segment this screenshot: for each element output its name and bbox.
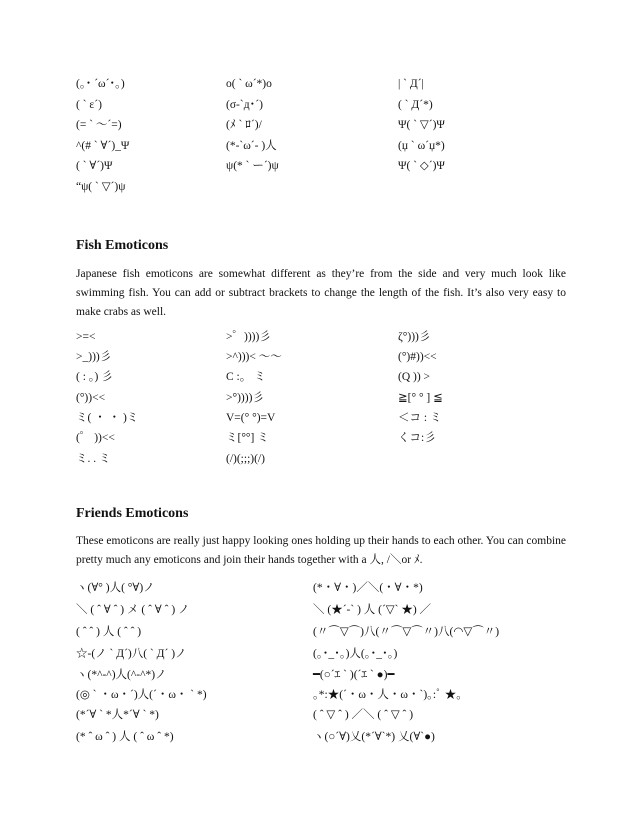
fish-row-6-col-1: (゜ ))<< — [76, 432, 115, 444]
top-row-5-col-3: Ψ( ` ◇´)Ψ — [398, 160, 445, 172]
top-row-5-col-2: ψ(* ` ー´)ψ — [226, 160, 279, 172]
top-row-3-col-3: Ψ( ` ▽´)Ψ — [398, 119, 445, 131]
top-row-2-col-2: (σ-`д･´) — [226, 99, 263, 111]
friends-row-2-col-2: ＼ (★´-` ) 人 (´▽` ★) ／ — [313, 604, 432, 616]
top-row-1-col-2: o( ` ω´*)o — [226, 78, 272, 90]
fish-row-6-col-3: くコ:彡 — [398, 432, 436, 444]
top-row-4-col-1: ^(# ` ∀´)_Ψ — [76, 140, 130, 152]
friends-row-2-col-1: ＼ ( ˆ ∀ ˆ ) メ ( ˆ ∀ ˆ ) ノ — [76, 604, 190, 616]
friends-row-6-col-1: (◎ ` ・ω・´)人(´・ω・ ` *) — [76, 689, 207, 701]
friends-heading: Friends Emoticons — [76, 506, 189, 521]
top-row-3-col-2: (ﾒ ` ﾛ´)/ — [226, 119, 262, 131]
top-row-4-col-2: (*-`ω´- )人 — [226, 140, 277, 152]
fish-row-4-col-3: ≧[° ° ] ≦ — [398, 392, 443, 404]
top-row-6-col-1: “ψ( ` ▽´)ψ — [76, 181, 126, 193]
fish-row-1-col-1: >=< — [76, 331, 96, 343]
fish-row-2-col-1: >_)))彡 — [76, 351, 112, 363]
fish-row-1-col-3: ζ°)))彡 — [398, 331, 431, 343]
friends-row-7-col-2: ( ˆ ▽ ˆ ) ／＼ ( ˆ ▽ ˆ ) — [313, 709, 414, 721]
fish-row-2-col-2: >^)))< ～～ — [226, 351, 282, 363]
fish-row-7-col-2: (/)(;;;)(/) — [226, 453, 265, 465]
fish-row-4-col-1: (°))<< — [76, 392, 106, 404]
fish-row-1-col-2: >゜))))彡 — [226, 331, 271, 343]
top-row-1-col-1: (｡･ ´ω´･｡) — [76, 78, 125, 90]
friends-row-8-col-1: (* ˆ ω ˆ ) 人 ( ˆ ω ˆ *) — [76, 731, 174, 743]
top-row-2-col-1: ( ` ε´) — [76, 99, 102, 111]
top-row-5-col-1: ( ` ∀´)Ψ — [76, 160, 113, 172]
friends-row-4-col-1: ☆-(ノ ` Д´)八( ` Д´ )ノ — [76, 648, 187, 660]
top-row-2-col-3: ( ` Д´*) — [398, 99, 433, 111]
fish-row-3-col-1: ( : 。) 彡 — [76, 371, 113, 383]
fish-row-5-col-2: V=(° °)=V — [226, 412, 276, 424]
friends-row-5-col-2: ━(○´ｴ ` )(´ｴ ` ●)━ — [313, 669, 395, 681]
friends-row-7-col-1: (*´∀ ` *人*´∀ ` *) — [76, 709, 159, 721]
fish-row-3-col-3: (Q )) > — [398, 371, 431, 383]
fish-row-7-col-1: ミ. . ミ — [76, 453, 111, 465]
fish-row-3-col-2: C :。 ミ — [226, 371, 266, 383]
friends-row-6-col-2: ｡*:★(´・ω・人・ω・`)｡:ﾟ ★｡ — [313, 689, 462, 701]
friends-paragraph: These emoticons are really just happy looking ones holding up their hands to each other. You can combine pretty much any emoticons and join their hands together with a 人, /＼or ﾒ. — [76, 535, 566, 566]
fish-heading: Fish Emoticons — [76, 238, 169, 253]
friends-row-3-col-2: (〃⌒▽⌒)八(〃⌒▽⌒〃)八(◠▽⌒〃) — [313, 626, 500, 638]
friends-row-3-col-1: ( ˆ ˆ ) 人 ( ˆ ˆ ) — [76, 626, 142, 638]
friends-row-4-col-2: (｡･_･｡)人(｡･_･｡) — [313, 648, 398, 660]
friends-row-1-col-1: ヽ(∀° )人( °∀)ノ — [76, 582, 155, 594]
fish-row-5-col-1: ミ( ・ ・ )ミ — [76, 412, 139, 424]
fish-row-6-col-2: ミ[°°] ミ — [226, 432, 269, 444]
friends-row-1-col-2: (*・∀・)／＼(・∀・*) — [313, 582, 423, 594]
friends-row-8-col-2: ヽ(○´∀)乂(*´∀`*) 乂(∀`●) — [313, 731, 435, 743]
fish-row-4-col-2: >°))))彡 — [226, 392, 264, 404]
fish-row-2-col-3: (°)#))<< — [398, 351, 437, 363]
top-row-3-col-1: (= ` ～´=) — [76, 119, 122, 131]
fish-paragraph: Japanese fish emoticons are somewhat different as they’re from the side and very much look like swimming fish. You can add or subtract brackets to change the length of the fish. It’s also very easy to make crabs as well. — [76, 268, 566, 318]
fish-row-5-col-3: ＜コ : ミ — [398, 412, 442, 424]
friends-row-5-col-1: ヽ(*^-^)人(^-^*)ノ — [76, 669, 167, 681]
top-row-4-col-3: (џ ` ω´џ*) — [398, 140, 445, 152]
top-row-1-col-3: | ` Д´| — [398, 78, 424, 90]
